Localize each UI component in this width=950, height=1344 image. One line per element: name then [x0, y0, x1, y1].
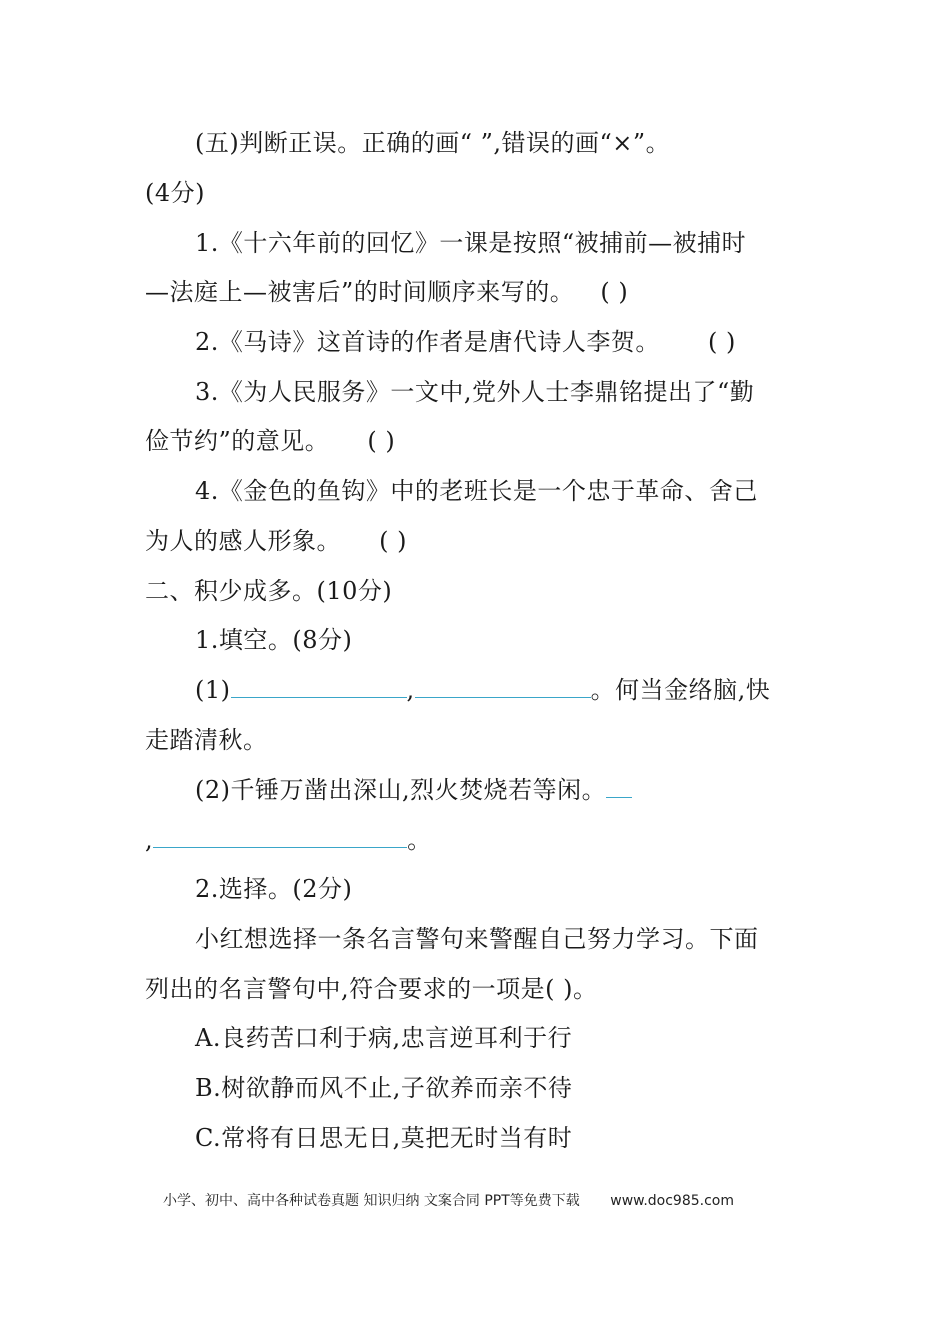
fill-blank-2[interactable]: [415, 675, 591, 698]
answer-paren[interactable]: ( ): [708, 328, 736, 356]
choice-stem-line2: 列出的名言警句中,符合要求的一项是( )。: [145, 975, 598, 1003]
answer-paren[interactable]: ( ): [367, 427, 396, 455]
fill-q1-comma: ,: [406, 676, 415, 704]
footer-site-link[interactable]: www.doc985.com: [610, 1193, 734, 1209]
choice-option-b[interactable]: B.树欲静而风不止,子欲养而亲不待: [195, 1074, 573, 1102]
fill-q2-end: 。: [407, 826, 432, 854]
judge-item-4-line2: [145, 525, 805, 557]
fill-q1-suffix: 。何当金络脑,快: [590, 676, 771, 704]
answer-paren[interactable]: ( ): [379, 527, 407, 555]
footer: [163, 1190, 734, 1210]
choice-title: 2.选择。(2分): [195, 875, 353, 903]
choice-stem-line1: 小红想选择一条名言警句来警醒自己努力学习。下面: [195, 925, 759, 953]
fill-q1-number: (1): [195, 676, 231, 704]
judge-item-3-text: 俭节约”的意见。: [145, 427, 330, 455]
judge-item-4-text: 为人的感人形象。: [145, 527, 341, 555]
judge-item-1-line1: 1.《十六年前的回忆》一课是按照“被捕前—被捕时: [195, 229, 747, 257]
judge-item-4-line1: 4.《金色的鱼钩》中的老班长是一个忠于革命、舍己: [195, 477, 758, 505]
judge-item-2: [195, 326, 855, 358]
fill-q2-line2: [145, 824, 805, 856]
fill-q2-comma: ,: [145, 826, 154, 854]
choice-option-c[interactable]: C.常将有日思无日,莫把无时当有时: [195, 1124, 573, 1152]
footer-text: 小学、初中、高中各种试卷真题 知识归纳 文案合同 PPT等免费下载: [163, 1193, 580, 1209]
fill-q1: [195, 674, 855, 706]
fill-q1-line2: 走踏清秋。: [145, 726, 268, 754]
section-two-title: 二、积少成多。(10分): [145, 577, 393, 605]
judge-item-3-line2: [145, 425, 805, 457]
judge-item-2-text: 2.《马诗》这首诗的作者是唐代诗人李贺。: [195, 328, 660, 356]
judge-item-1-text: —法庭上—被害后”的时间顺序来写的。: [145, 278, 575, 306]
judge-item-3-line1: 3.《为人民服务》一文中,党外人士李鼎铭提出了“勤: [195, 378, 755, 406]
fill-title: 1.填空。(8分): [195, 626, 353, 654]
fill-blank-3[interactable]: [606, 775, 632, 798]
section-five-title: (五)判断正误。正确的画“ ”,错误的画“×”。: [195, 129, 671, 157]
fill-blank-4[interactable]: [153, 825, 407, 848]
fill-q2-text: (2)千锤万凿出深山,烈火焚烧若等闲。: [195, 776, 607, 804]
judge-item-1-line2: [145, 276, 805, 308]
fill-q2: [195, 774, 855, 806]
section-five-score: (4分): [145, 179, 205, 207]
choice-option-a[interactable]: A.良药苦口利于病,忠言逆耳利于行: [195, 1024, 573, 1052]
answer-paren[interactable]: ( ): [600, 278, 629, 306]
fill-blank-1[interactable]: [231, 675, 407, 698]
